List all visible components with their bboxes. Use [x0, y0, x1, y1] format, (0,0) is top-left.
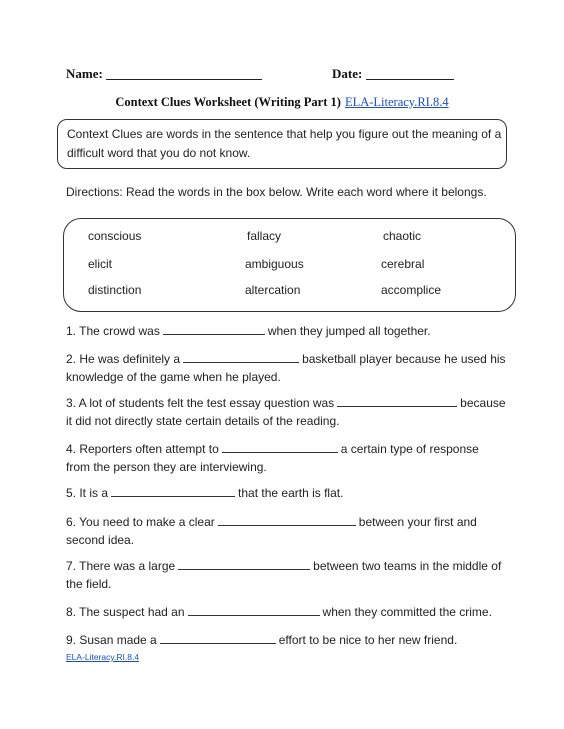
footer-standard-link[interactable]: ELA-Literacy.RI.8.4 [66, 652, 140, 662]
question-text-before: 3. A lot of students felt the test essay question was [66, 396, 335, 410]
question-text-before: 1. The crowd was [66, 324, 160, 338]
word-bank-item: altercation [245, 283, 301, 297]
question-text-after: between your first and second idea. [66, 515, 477, 547]
date-blank[interactable] [366, 79, 454, 80]
question-text-before: 6. You need to make a clear [66, 515, 215, 529]
answer-blank[interactable] [337, 394, 457, 407]
name-blank[interactable] [106, 79, 262, 80]
word-bank-item: conscious [88, 229, 142, 243]
question-item [66, 440, 506, 476]
question-text-after: basketball player because he used his knowledge of the game when he played. [66, 352, 506, 384]
date-label: Date: [332, 66, 363, 81]
question-text-before: 5. It is a [66, 486, 109, 500]
question-item [66, 631, 506, 649]
word-bank [63, 218, 516, 312]
answer-blank[interactable] [163, 322, 265, 335]
word-bank-item: accomplice [381, 283, 442, 297]
question-text-after: between two teams in the middle of the field. [66, 559, 502, 591]
word-bank-item: distinction [88, 283, 142, 297]
answer-blank[interactable] [222, 440, 338, 453]
question-text-after: when they jumped all together. [267, 324, 431, 338]
answer-blank[interactable] [160, 631, 276, 644]
question-text-after: a certain type of response from the person they are interviewing. [66, 442, 479, 474]
definition-box [57, 119, 507, 169]
question-item [66, 513, 506, 549]
definition-text: Context Clues are words in the sentence that help you figure out the meaning of a difficult word that you do not know. [67, 127, 502, 160]
question-text-after: effort to be nice to her new friend. [278, 633, 458, 647]
header-row [66, 66, 466, 84]
word-bank-item: cerebral [381, 257, 425, 271]
question-item [66, 350, 506, 386]
answer-blank[interactable] [111, 484, 235, 497]
question-item [66, 322, 506, 340]
name-label: Name: [66, 66, 103, 81]
worksheet-title [0, 95, 564, 110]
question-item [66, 603, 506, 621]
directions: Directions: Read the words in the box below. Write each word where it belongs. [66, 185, 487, 199]
question-text-before: 8. The suspect had an [66, 605, 185, 619]
question-text-before: 4. Reporters often attempt to [66, 442, 219, 456]
question-text-after: when they committed the crime. [322, 605, 492, 619]
answer-blank[interactable] [218, 513, 356, 526]
title-standard-link[interactable]: ELA-Literacy.RI.8.4 [344, 95, 449, 109]
question-text-before: 2. He was definitely a [66, 352, 181, 366]
question-text-before: 9. Susan made a [66, 633, 157, 647]
answer-blank[interactable] [178, 557, 310, 570]
word-bank-item: ambiguous [245, 257, 304, 271]
question-text-before: 7. There was a large [66, 559, 176, 573]
answer-blank[interactable] [188, 603, 320, 616]
question-item [66, 557, 506, 593]
question-text-after: that the earth is flat. [238, 486, 344, 500]
word-bank-item: chaotic [383, 229, 422, 243]
word-bank-item: elicit [88, 257, 113, 271]
question-item [66, 484, 506, 502]
word-bank-item: fallacy [247, 229, 282, 243]
question-text-after: because it did not directly state certain details of the reading. [66, 396, 506, 428]
answer-blank[interactable] [183, 350, 299, 363]
title-text: Context Clues Worksheet (Writing Part 1) [115, 95, 341, 109]
question-item [66, 394, 506, 430]
